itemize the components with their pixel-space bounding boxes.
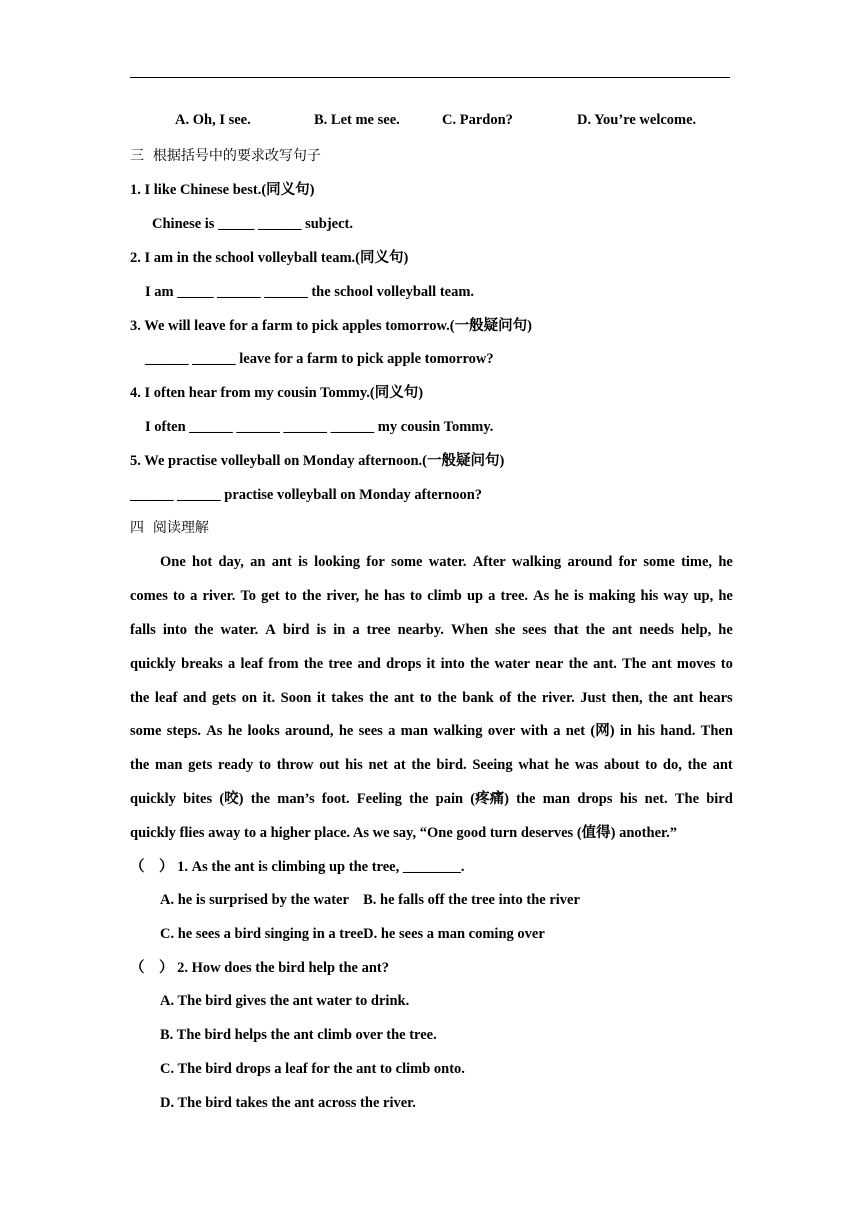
question-text: 3. We will leave for a farm to pick apples tomorrow.(一般疑问句) (130, 318, 532, 334)
question-text: 5. We practise volleyball on Monday afternoon.(一般疑问句) (130, 453, 505, 469)
question-text: 2. I am in the school volleyball team.(同义句) (130, 250, 409, 266)
reading-options-ab: A. he is surprised by the water B. he falls off the tree into the river (160, 892, 580, 908)
section-3-heading: 三 根据括号中的要求改写句子 (130, 148, 321, 164)
reading-option: A. The bird gives the ant water to drink. (160, 993, 410, 1009)
passage-line: comes to a river. To get to the river, he has to climb up a tree. As he is making his way up, he (130, 587, 733, 604)
reading-options-cd: C. he sees a bird singing in a treeD. he sees a man coming over (160, 926, 545, 942)
reading-option: D. The bird takes the ant across the river. (160, 1095, 416, 1111)
reading-question-2: （ ） 2. How does the bird help the ant? (130, 960, 390, 976)
header-rule (130, 77, 730, 78)
passage-line: quickly flies away to a higher place. As we say, “One good turn deserves (值得) another.” (130, 825, 677, 842)
option-b: B. Let me see. (314, 112, 400, 128)
reading-option: B. The bird helps the ant climb over the tree. (160, 1027, 437, 1043)
option-d: D. You’re welcome. (577, 112, 697, 128)
passage-line: the leaf and gets on it. Soon it takes the ant to the bank of the river. Just then, the ant hears (130, 689, 733, 706)
passage-line: quickly bites (咬) the man’s foot. Feeling the pain (疼痛) the man drops his net. The bird (130, 791, 733, 808)
option-a: A. Oh, I see. (175, 112, 251, 128)
reading-question-1: （ ） 1. As the ant is climbing up the tree, ________. (130, 859, 465, 875)
answer-line: I often ______ ______ ______ ______ my cousin Tommy. (145, 419, 494, 435)
passage-line: the man gets ready to throw out his net at the bird. Seeing what he was about to do, the ant (130, 757, 733, 774)
passage-line: One hot day, an ant is looking for some water. After walking around for some time, he (160, 554, 733, 570)
answer-line: ______ ______ practise volleyball on Monday afternoon? (130, 487, 483, 503)
question-text: 1. I like Chinese best.(同义句) (130, 182, 315, 198)
passage-line: quickly breaks a leaf from the tree and drops it into the water near the ant. The ant moves to (130, 655, 733, 672)
reading-passage (130, 552, 733, 857)
option-c: C. Pardon? (442, 112, 513, 128)
question-text: 4. I often hear from my cousin Tommy.(同义句) (130, 385, 424, 401)
reading-option: C. The bird drops a leaf for the ant to climb onto. (160, 1061, 465, 1077)
passage-line: falls into the water. A bird is in a tree nearby. When she sees that the ant needs help, he (130, 621, 733, 638)
answer-line: ______ ______ leave for a farm to pick apple tomorrow? (145, 351, 494, 367)
section-4-heading: 四 阅读理解 (130, 520, 209, 536)
passage-line: some steps. As he looks around, he sees a man walking over with a net (网) in his hand. Then (130, 723, 733, 740)
answer-line: Chinese is _____ ______ subject. (152, 216, 353, 232)
answer-line: I am _____ ______ ______ the school volleyball team. (145, 284, 475, 300)
